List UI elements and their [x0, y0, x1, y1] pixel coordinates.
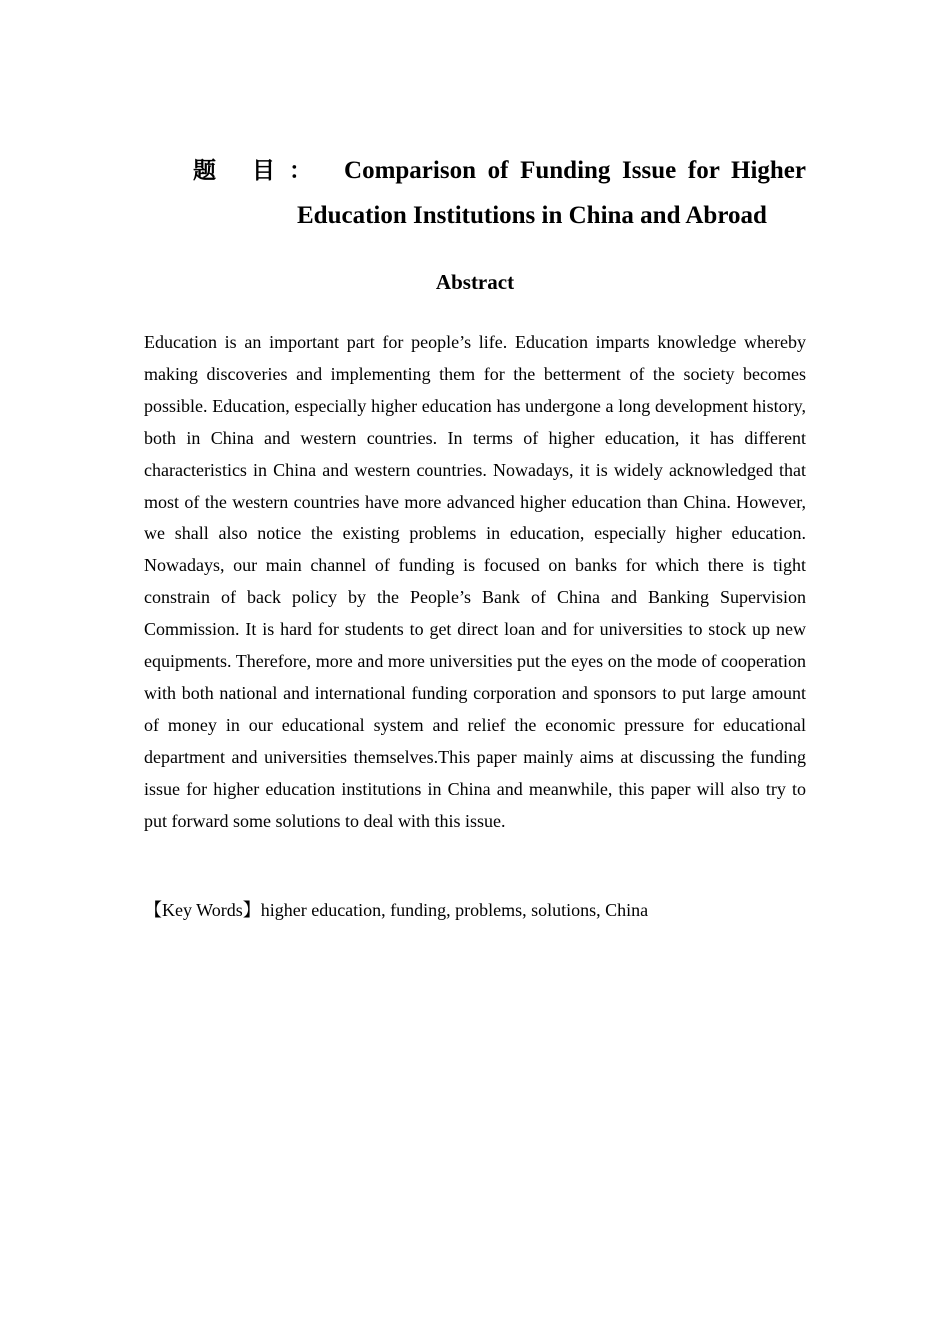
keywords-label: 【Key Words】 [144, 900, 261, 920]
keywords-line [144, 895, 806, 926]
title-text-line-2: Education Institutions in China and Abroad [297, 202, 767, 229]
keywords-text: higher education, funding, problems, solutions, China [260, 900, 649, 920]
title-line-1 [193, 152, 806, 196]
title-label: 题 目： [193, 158, 327, 184]
title-text-line-1: Comparison of Funding Issue for Higher [344, 157, 806, 184]
abstract-body: Education is an important part for people’s life. Education imparts knowledge whereby making discoveries and implementing them for the betterment of the society becomes possible. Education, especially higher education has undergone a long development history, both in China and western countries. In terms of higher education, it has different characteristics in China and western countries. Nowadays, it is widely acknowledged that most of the western countries have more advanced higher education than China. However, we shall also notice the existing problems in education, especially higher education. Nowadays, our main channel of funding is focused on banks for which there is tight constrain of back policy by the People’s Bank of China and Banking Supervision Commission. It is hard for students to get direct loan and for universities to stock up new equipments. Therefore, more and more universities put the eyes on the mode of cooperation with both national and international funding corporation and sponsors to put large amount of money in our educational system and relief the economic pressure for educational department and universities themselves.This paper mainly aims at discussing the funding issue for higher education institutions in China and meanwhile, this paper will also try to put forward some solutions to deal with this issue. [144, 332, 806, 831]
paper-title [193, 152, 806, 246]
abstract-heading: Abstract [435, 270, 515, 294]
